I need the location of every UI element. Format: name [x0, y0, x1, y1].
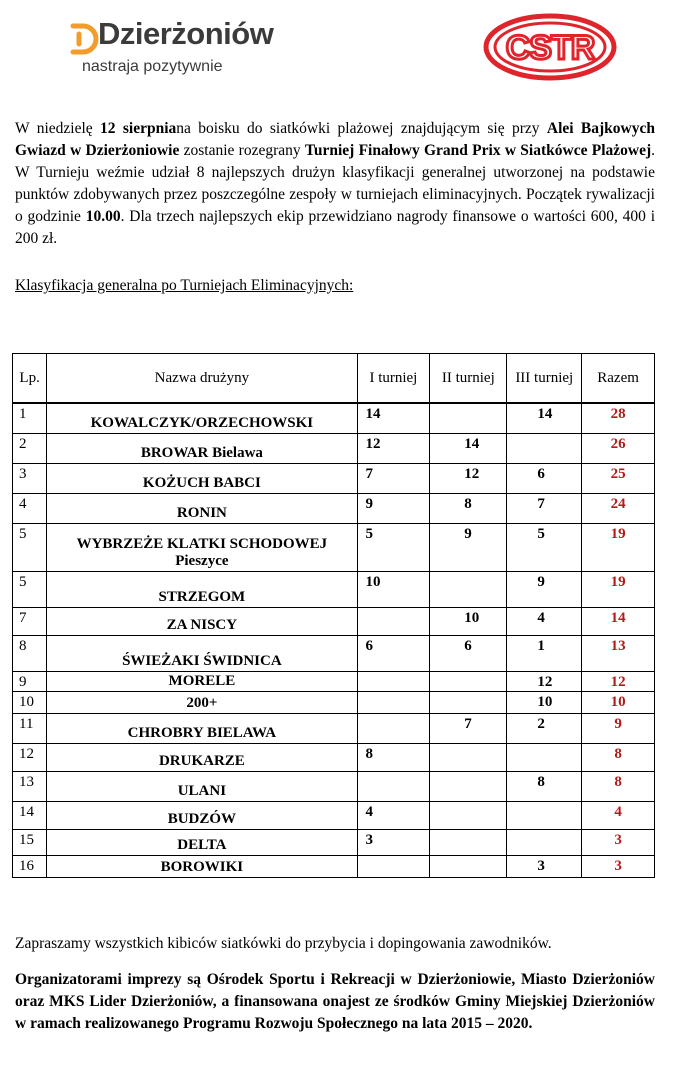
cell-tournament-1: [357, 855, 430, 877]
header: [0, 0, 695, 90]
cell-tournament-1: 4: [357, 801, 430, 829]
organizers-paragraph: Organizatorami imprezy są Ośrodek Sportu i Rekreacji w Dzierżoniowie, Miasto Dzierżoniów oraz MKS Lider Dzierżoniów, a finansowana onajest ze środków Gminy Miejskiej Dzierżoniów w ramach realizowanego Programu Rozwoju Społecznego na lata 2015 – 2020.: [15, 971, 655, 1032]
table-row: [13, 493, 655, 523]
cell-lp: 15: [13, 829, 47, 855]
cell-team-name: STRZEGOM: [47, 571, 357, 607]
intro-text-4: . W Turnieju weźmie udział 8 najlepszych drużyn klasyfikacji generalnej utworzonej na podstawie punktów zdobywanych przez poszczególne zespoły w turniejach eliminacyjnych. Początek rywalizacji o godzinie: [15, 142, 656, 225]
cell-lp: 12: [13, 743, 47, 771]
cell-total: 13: [582, 635, 655, 671]
header-tournament-1: I turniej: [357, 354, 430, 404]
cell-team-name: ZA NISCY: [47, 607, 357, 635]
intro-text-1: W niedzielę: [15, 120, 101, 137]
cell-tournament-1: 14: [357, 403, 430, 433]
cell-team-name: MORELE: [47, 671, 357, 691]
cell-lp: 5: [13, 523, 47, 571]
cell-tournament-2: 9: [430, 523, 507, 571]
cell-tournament-1: 8: [357, 743, 430, 771]
cell-lp: 9: [13, 671, 47, 691]
cell-tournament-3: 4: [507, 607, 582, 635]
cell-total: 28: [582, 403, 655, 433]
cell-tournament-3: 8: [507, 771, 582, 801]
cell-tournament-1: [357, 713, 430, 743]
cell-lp: 4: [13, 493, 47, 523]
cell-lp: 8: [13, 635, 47, 671]
cell-tournament-3: 7: [507, 493, 582, 523]
cell-tournament-2: [430, 743, 507, 771]
table-row: [13, 523, 655, 571]
cell-lp: 16: [13, 855, 47, 877]
cell-tournament-1: [357, 607, 430, 635]
cell-tournament-3: 5: [507, 523, 582, 571]
cell-tournament-1: 3: [357, 829, 430, 855]
cell-tournament-1: [357, 691, 430, 713]
dzierzoniow-d-icon: [70, 22, 100, 56]
intro-text-5: . Dla trzech najlepszych ekip przewidziano nagrody finansowe o wartości 600, 400 i 200 zł.: [15, 208, 655, 247]
table-row: [13, 713, 655, 743]
cell-total: 12: [582, 671, 655, 691]
cell-team-name: BOROWIKI: [47, 855, 357, 877]
table-header-row: [13, 354, 655, 404]
cell-tournament-2: 6: [430, 635, 507, 671]
cell-tournament-1: [357, 671, 430, 691]
header-lp: Lp.: [13, 354, 47, 404]
cell-team-name: DELTA: [47, 829, 357, 855]
invitation-text: Zapraszamy wszystkich kibiców siatkówki do przybycia i dopingowania zawodników.: [15, 935, 552, 952]
ranking-table: [12, 353, 655, 878]
cell-tournament-1: 5: [357, 523, 430, 571]
header-team-name: Nazwa drużyny: [47, 354, 357, 404]
table-row: [13, 433, 655, 463]
cell-team-name: DRUKARZE: [47, 743, 357, 771]
cell-team-name: WYBRZEŻE KLATKI SCHODOWEJ Pieszyce: [47, 523, 357, 571]
cell-tournament-2: [430, 671, 507, 691]
cell-total: 3: [582, 855, 655, 877]
cell-total: 8: [582, 743, 655, 771]
cell-tournament-3: 1: [507, 635, 582, 671]
cell-tournament-1: 6: [357, 635, 430, 671]
cstr-logo: [482, 13, 618, 81]
cell-team-name: RONIN: [47, 493, 357, 523]
cell-total: 26: [582, 433, 655, 463]
cell-tournament-2: 8: [430, 493, 507, 523]
cell-team-name: ULANI: [47, 771, 357, 801]
cell-team-name: BUDZÓW: [47, 801, 357, 829]
intro-date: 12 sierpnia: [100, 120, 177, 137]
intro-time: 10.00: [85, 208, 121, 225]
cell-team-name: CHROBRY BIELAWA: [47, 713, 357, 743]
cell-tournament-1: 7: [357, 463, 430, 493]
table-row: [13, 571, 655, 607]
cell-total: 24: [582, 493, 655, 523]
table-row: [13, 801, 655, 829]
cell-team-name: 200+: [47, 691, 357, 713]
intro-event-name: Turniej Finałowy Grand Prix w Siatkówce Plażowej: [304, 142, 652, 159]
cell-tournament-2: [430, 829, 507, 855]
header-tournament-3: III turniej: [507, 354, 582, 404]
cell-tournament-2: [430, 571, 507, 607]
cell-team-name: KOWALCZYK/ORZECHOWSKI: [47, 403, 357, 433]
cell-total: 4: [582, 801, 655, 829]
cell-tournament-3: [507, 743, 582, 771]
table-row: [13, 607, 655, 635]
cell-tournament-3: [507, 829, 582, 855]
cell-tournament-2: 12: [430, 463, 507, 493]
cell-tournament-2: 7: [430, 713, 507, 743]
table-row: [13, 771, 655, 801]
logo-wordmark: Dzierżoniów: [98, 16, 274, 51]
cell-total: 9: [582, 713, 655, 743]
table-row: [13, 671, 655, 691]
table-row: [13, 635, 655, 671]
cstr-logo-text: CSTR: [505, 29, 595, 67]
intro-text-3: zostanie rozegrany: [179, 142, 305, 159]
cell-tournament-2: 10: [430, 607, 507, 635]
cell-tournament-2: [430, 691, 507, 713]
table-row: [13, 463, 655, 493]
cell-team-name: BROWAR Bielawa: [47, 433, 357, 463]
cell-lp: 14: [13, 801, 47, 829]
cell-tournament-2: [430, 771, 507, 801]
cell-tournament-3: 10: [507, 691, 582, 713]
cell-lp: 10: [13, 691, 47, 713]
cell-lp: 5: [13, 571, 47, 607]
dzierzoniow-logo: [70, 16, 315, 82]
cell-total: 19: [582, 571, 655, 607]
cell-total: 10: [582, 691, 655, 713]
cell-team-name: ŚWIEŻAKI ŚWIDNICA: [47, 635, 357, 671]
cell-lp: 7: [13, 607, 47, 635]
cell-lp: 1: [13, 403, 47, 433]
cell-tournament-1: 9: [357, 493, 430, 523]
table-row: [13, 691, 655, 713]
cell-tournament-1: [357, 771, 430, 801]
cell-team-name: KOŻUCH BABCI: [47, 463, 357, 493]
table-row: [13, 855, 655, 877]
header-tournament-2: II turniej: [430, 354, 507, 404]
cell-tournament-1: 10: [357, 571, 430, 607]
cell-lp: 13: [13, 771, 47, 801]
cell-tournament-2: [430, 801, 507, 829]
intro-text-2: na boisku do siatkówki plażowej znajdującym się przy: [176, 120, 547, 137]
cell-total: 25: [582, 463, 655, 493]
cell-total: 8: [582, 771, 655, 801]
cell-tournament-3: 12: [507, 671, 582, 691]
section-title: Klasyfikacja generalna po Turniejach Eliminacyjnych:: [15, 277, 354, 294]
cell-tournament-3: 2: [507, 713, 582, 743]
cell-tournament-2: 14: [430, 433, 507, 463]
cell-tournament-3: 9: [507, 571, 582, 607]
cell-tournament-1: 12: [357, 433, 430, 463]
intro-paragraph: [15, 118, 655, 250]
cell-tournament-3: 14: [507, 403, 582, 433]
cell-tournament-3: 3: [507, 855, 582, 877]
header-total: Razem: [582, 354, 655, 404]
cell-lp: 11: [13, 713, 47, 743]
table-row: [13, 403, 655, 433]
cell-total: 3: [582, 829, 655, 855]
cell-total: 19: [582, 523, 655, 571]
cell-tournament-2: [430, 403, 507, 433]
intro-location: Alei Bajkowych Gwiazd w Dzierżoniowie: [15, 120, 655, 159]
cell-lp: 3: [13, 463, 47, 493]
cell-tournament-2: [430, 855, 507, 877]
logo-tagline: nastraja pozytywnie: [82, 58, 223, 75]
cell-tournament-3: [507, 801, 582, 829]
table-row: [13, 829, 655, 855]
cell-tournament-3: [507, 433, 582, 463]
cell-lp: 2: [13, 433, 47, 463]
cell-total: 14: [582, 607, 655, 635]
table-row: [13, 743, 655, 771]
cell-tournament-3: 6: [507, 463, 582, 493]
